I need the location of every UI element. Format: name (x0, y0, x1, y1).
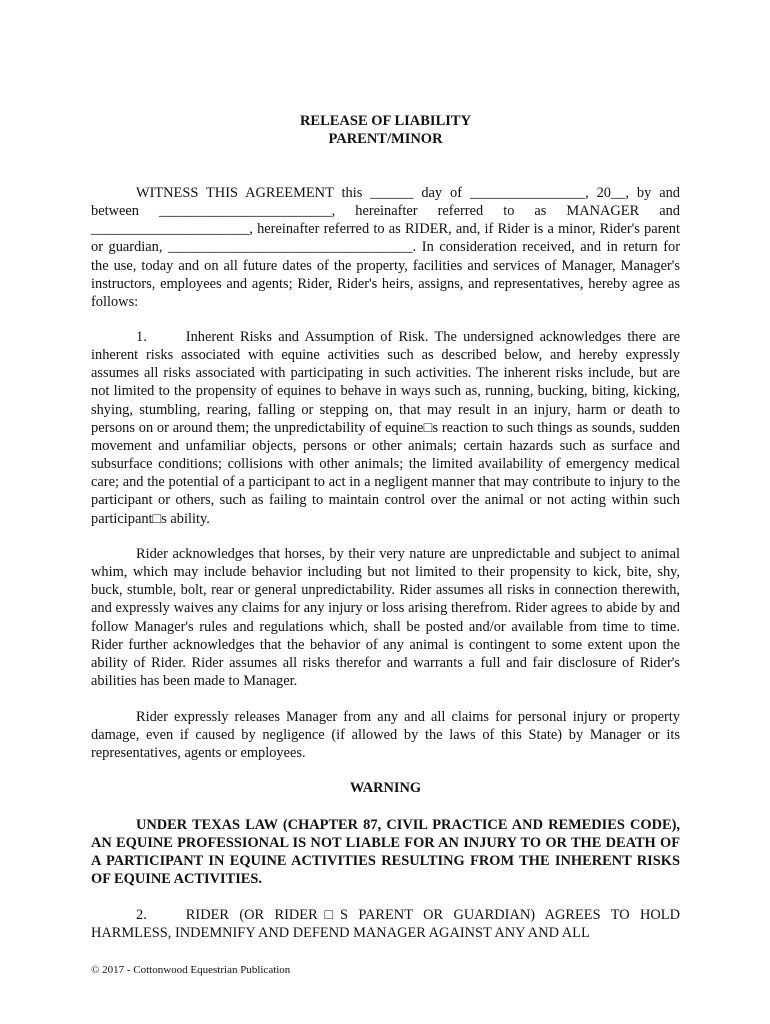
page-footer: © 2017 - Cottonwood Equestrian Publication (91, 964, 291, 976)
warning-text: UNDER TEXAS LAW (CHAPTER 87, CIVIL PRACTICE AND REMEDIES CODE), AN EQUINE PROFESSIONAL IS NOT LIABLE FOR AN INJURY TO OR THE DEATH OF A PARTICIPANT IN EQUINE ACTIVITIES RESULTING FROM THE INHERENT RISKS OF EQUINE ACTIVITIES. (91, 817, 680, 888)
section-2 (91, 906, 680, 942)
rider-release-paragraph (91, 708, 680, 762)
document-title: RELEASE OF LIABILITY (299, 113, 472, 129)
section-1-number: 1. (136, 329, 147, 345)
rider-release-text: Rider expressly releases Manager from any and all claims for personal injury or property damage, even if caused by negligence (if allowed by the laws of this State) by Manager or its representatives, agents or employees. (91, 709, 680, 762)
rider-acknowledgement-paragraph (91, 545, 680, 690)
warning-heading: WARNING (349, 780, 422, 796)
section-1 (91, 328, 680, 528)
rider-acknowledgement-text: Rider acknowledges that horses, by their very nature are unpredictable and subject to animal whim, which may include behavior including but not limited to their propensity to kick, bite, shy, buck, stumble, bolt, rear or general unpredictability. Rider assumes all risks in connection therewith, and expressly waives any claims for any injury or loss arising therefrom. Rider agrees to abide by and follow Manager's rules and regulations which, shall be posted and/or available from time to time. Rider further acknowledges that the behavior of any animal is contingent to some extent upon the ability of Rider. Rider assumes all risks therefor and warrants a full and fair disclosure of Rider's abilities has been made to Manager. (91, 546, 680, 690)
witness-paragraph (91, 184, 680, 311)
document-subtitle: PARENT/MINOR (328, 131, 443, 147)
document-page (91, 0, 680, 1024)
section-1-text: Inherent Risks and Assumption of Risk. The undersigned acknowledges there are inherent risks associated with equine activities such as described below, and hereby expressly assumes all risks associated with participating in such activities. The inherent risks include, but are not limited to the propensity of equines to behave in ways such as, running, bucking, biting, kicking, shying, stumbling, rearing, falling or stepping on, that may result in an injury, harm or death to persons on or around them; the unpredictability of equine□s reaction to such things as sounds, sudden movement and unfamiliar objects, persons or other animals; certain hazards such as surface and subsurface conditions; collisions with other animals; the limited availability of emergency medical care; and the potential of a participant to act in a negligent manner that may contribute to injury to the participant or others, such as failing to maintain control over the animal or not acting within such participant□s ability. (91, 329, 680, 527)
warning-paragraph (91, 816, 680, 889)
witness-text: WITNESS THIS AGREEMENT this ______ day of ________________, 20__, by and between ________________________, hereinafter referred to as MANAGER and ______________________, hereinafter referred to as RIDER, and, if Rider is a minor, Rider's parent or guardian, __________________________________. In consideration received, and in return for the use, today and on all future dates of the property, facilities and services of Manager, Manager's instructors, employees and agents; Rider, Rider's heirs, assigns, and representatives, hereby agree as follows: (91, 185, 680, 310)
section-2-number: 2. (136, 907, 147, 923)
section-2-text: RIDER (OR RIDER□S PARENT OR GUARDIAN) AGREES TO HOLD HARMLESS, INDEMNIFY AND DEFEND MANAGER AGAINST ANY AND ALL (91, 907, 680, 942)
